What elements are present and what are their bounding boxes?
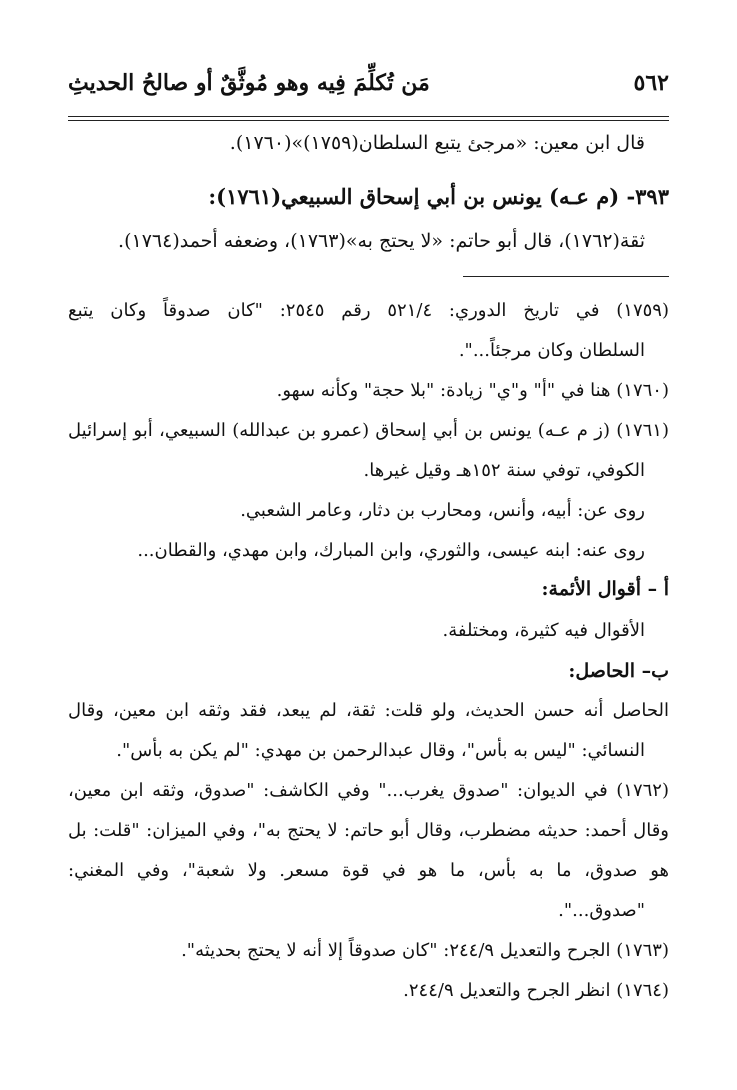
- footnote-line-4: (١٧٦١) (ز م عـه) يونس بن أبي إسحاق (عمرو بن عبدالله) السبيعي، أبو إسرائيل: [68, 420, 669, 441]
- footnote-line-17: (١٧٦٣) الجرح والتعديل ٢٤٤/٩: "كان صدوقاً إلا أنه لا يحتج بحديثه".: [181, 940, 669, 961]
- footnote-line-18: (١٧٦٤) انظر الجرح والتعديل ٢٤٤/٩.: [403, 980, 669, 1001]
- footnote-line-3: (١٧٦٠) هنا في "أ" و"ي" زيادة: "بلا حجة" وكأنه سهو.: [276, 380, 669, 401]
- footnote-line-1: (١٧٥٩) في تاريخ الدوري: ٥٢١/٤ رقم ٢٥٤٥: "كان صدوقاً وكان يتبع: [68, 300, 669, 321]
- running-title: مَن تُكلِّمَ فِيه وهو مُوثَّقٌ أو صالحُ الحديثِ: [68, 70, 430, 96]
- header-divider: [68, 116, 669, 121]
- section-heading-b: ب– الحاصل:: [568, 660, 669, 682]
- footnote-divider: [463, 276, 669, 277]
- page-number: ٥٦٢: [633, 70, 669, 96]
- footnote-line-5: الكوفي، توفي سنة ١٥٢هـ وقيل غيرها.: [363, 460, 645, 481]
- footnote-line-9: الأقوال فيه كثيرة، ومختلفة.: [442, 620, 645, 641]
- footnote-line-13: (١٧٦٢) في الديوان: "صدوق يغرب..." وفي الكاشف: "صدوق، وثقه ابن معين،: [68, 780, 669, 801]
- running-header: [68, 58, 669, 108]
- footnote-line-15: هو صدوق، ما به بأس، ما هو في قوة مسعر. ولا شعبة"، وفي المغني:: [68, 860, 669, 881]
- main-line-3: ثقة(١٧٦٢)، قال أبو حاتم: «لا يحتج به»(١٧٦٣)، وضعفه أحمد(١٧٦٤).: [118, 230, 645, 252]
- entry-heading: ٣٩٣- (م عـه) يونس بن أبي إسحاق السبيعي(١٧٦١):: [208, 184, 669, 209]
- footnote-line-7: روى عنه: ابنه عيسى، والثوري، وابن المبارك، وابن مهدي، والقطان...: [137, 540, 645, 561]
- footnote-line-12: النسائي: "ليس به بأس"، وقال عبدالرحمن بن مهدي: "لم يكن به بأس".: [116, 740, 645, 761]
- main-line-1: قال ابن معين: «مرجئ يتبع السلطان(١٧٥٩)»(١٧٦٠).: [229, 132, 645, 154]
- footnote-line-11: الحاصل أنه حسن الحديث، ولو قلت: ثقة، لم يبعد، فقد وثقه ابن معين، وقال: [68, 700, 669, 721]
- footnote-line-2: السلطان وكان مرجئاً...".: [458, 340, 645, 361]
- footnote-line-14: وقال أحمد: حديثه مضطرب، وقال أبو حاتم: لا يحتج به"، وفي الميزان: "قلت: بل: [68, 820, 669, 841]
- footnote-line-16: "صدوق...".: [558, 900, 645, 921]
- section-heading-a: أ – أقوال الأئمة:: [541, 578, 669, 600]
- footnote-line-6: روى عن: أبيه، وأنس، ومحارب بن دثار، وعامر الشعبي.: [240, 500, 645, 521]
